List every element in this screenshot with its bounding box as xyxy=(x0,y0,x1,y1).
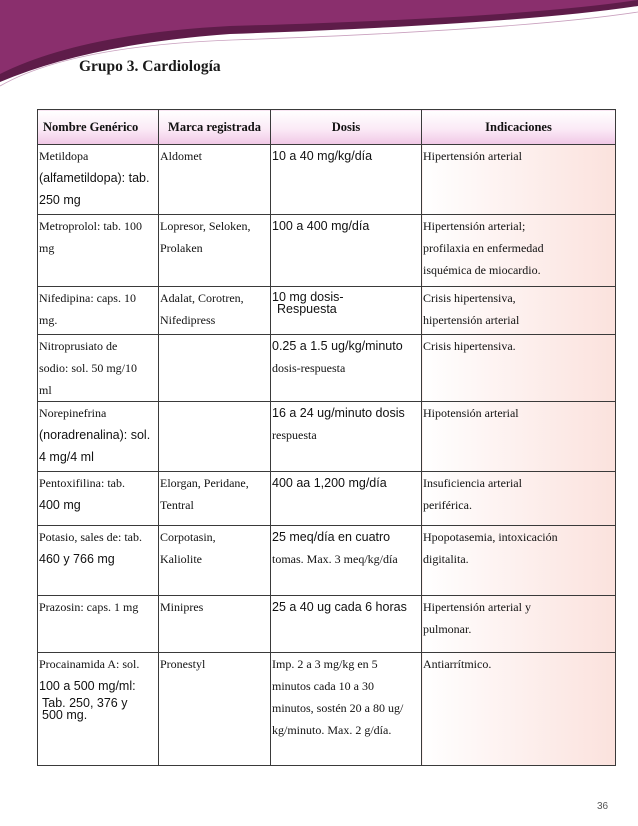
cell-marca: Aldomet xyxy=(159,145,271,215)
cell-indicaciones: Hipotensión arterial xyxy=(422,402,616,472)
cell-nombre: Metroprolol: tab. 100 mg xyxy=(38,215,159,287)
cell-nombre: Procainamida A: sol. 100 a 500 mg/ml: Tab. 250, 376 y 500 mg. xyxy=(38,653,159,766)
page-title: Grupo 3. Cardiología xyxy=(79,58,221,75)
cell-nombre: Prazosin: caps. 1 mg xyxy=(38,596,159,653)
cell-indicaciones: Antiarrítmico. xyxy=(422,653,616,766)
cell-nombre: Norepinefrina (noradrenalina): sol. 4 mg/4 ml xyxy=(38,402,159,472)
cell-dosis: 400 aa 1,200 mg/día xyxy=(271,472,422,526)
cell-indicaciones: Hpopotasemia, intoxicación digitalita. xyxy=(422,526,616,596)
table-row xyxy=(38,215,616,287)
cell-dosis: Imp. 2 a 3 mg/kg en 5 minutos cada 10 a 30 minutos, sostén 20 a 80 ug/ kg/minuto. Max. 2 g/día. xyxy=(271,653,422,766)
header-marca-registrada: Marca registrada xyxy=(159,110,271,145)
cell-nombre: Nitroprusiato de sodio: sol. 50 mg/10 ml xyxy=(38,335,159,402)
cell-marca xyxy=(159,402,271,472)
table-row xyxy=(38,145,616,215)
cell-indicaciones: Crisis hipertensiva. xyxy=(422,335,616,402)
cell-dosis: 10 mg dosis- Respuesta xyxy=(271,287,422,335)
page-number: 36 xyxy=(597,801,609,812)
header-nombre-generico: Nombre Genérico xyxy=(38,110,159,145)
cell-dosis: 0.25 a 1.5 ug/kg/minuto dosis-respuesta xyxy=(271,335,422,402)
table-row xyxy=(38,472,616,526)
cell-nombre: Pentoxifilina: tab. 400 mg xyxy=(38,472,159,526)
table-row xyxy=(38,287,616,335)
cell-dosis: 16 a 24 ug/minuto dosis respuesta xyxy=(271,402,422,472)
cell-nombre: Nifedipina: caps. 10 mg. xyxy=(38,287,159,335)
cell-marca: Elorgan, Peridane, Tentral xyxy=(159,472,271,526)
cell-nombre: Metildopa (alfametildopa): tab. 250 mg xyxy=(38,145,159,215)
header-dosis: Dosis xyxy=(271,110,422,145)
cell-indicaciones: Hipertensión arterial; profilaxia en enfermedad isquémica de miocardio. xyxy=(422,215,616,287)
cell-marca: Pronestyl xyxy=(159,653,271,766)
table-row xyxy=(38,526,616,596)
cell-indicaciones: Hipertensión arterial y pulmonar. xyxy=(422,596,616,653)
table-header-row xyxy=(38,110,616,145)
cell-dosis: 25 meq/día en cuatro tomas. Max. 3 meq/kg/día xyxy=(271,526,422,596)
cell-marca xyxy=(159,335,271,402)
cell-indicaciones: Hipertensión arterial xyxy=(422,145,616,215)
header-banner xyxy=(0,0,638,110)
cell-marca: Corpotasin, Kaliolite xyxy=(159,526,271,596)
header-indicaciones: Indicaciones xyxy=(422,110,616,145)
cell-indicaciones: Insuficiencia arterial periférica. xyxy=(422,472,616,526)
drug-table xyxy=(37,109,616,766)
cell-marca: Lopresor, Seloken, Prolaken xyxy=(159,215,271,287)
cell-marca: Adalat, Corotren, Nifedipress xyxy=(159,287,271,335)
table-row xyxy=(38,596,616,653)
cell-dosis: 10 a 40 mg/kg/día xyxy=(271,145,422,215)
cell-dosis: 100 a 400 mg/día xyxy=(271,215,422,287)
cell-marca: Minipres xyxy=(159,596,271,653)
table-row xyxy=(38,402,616,472)
table-row xyxy=(38,653,616,766)
cell-nombre: Potasio, sales de: tab. 460 y 766 mg xyxy=(38,526,159,596)
cell-dosis: 25 a 40 ug cada 6 horas xyxy=(271,596,422,653)
cell-indicaciones: Crisis hipertensiva, hipertensión arterial xyxy=(422,287,616,335)
table-row xyxy=(38,335,616,402)
